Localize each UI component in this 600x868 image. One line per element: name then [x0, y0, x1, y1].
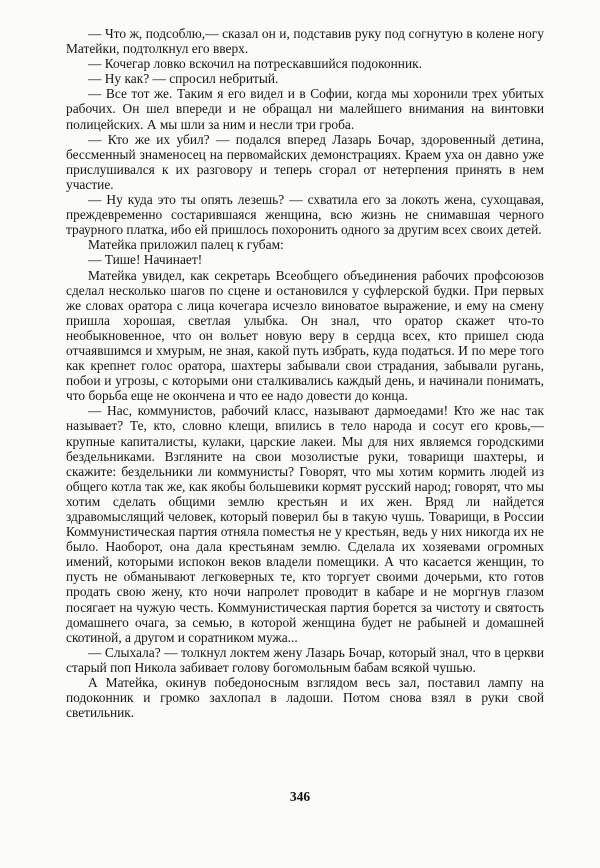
paragraph: А Матейка, окинув победоносным взглядом весь зал, поставил лампу на подоконник и громко захлопал в ладоши. Потом снова взял в руки свой светильник. [66, 675, 544, 721]
paragraph: — Тише! Начинает! [88, 252, 203, 268]
page-number: 346 [289, 789, 311, 804]
paragraph: — Слыхала? — толкнул локтем жену Лазарь Бочар, который знал, что в церкви старый поп Никола забивает голову богомольным бабам всякой чушью. [66, 644, 544, 675]
paragraph: — Что ж, подсоблю,— сказал он и, подставив руку под согнутую в колене ногу Матейки, подтолкнул его вверх. [66, 26, 544, 57]
paragraph: Матейка увидел, как секретарь Всеобщего объединения рабочих профсоюзов сделал несколько шагов по сцене и остановился у суфлерской будки. При первых же словах оратора с лица кочегара исчезло виноватое выражение, и ему на смену пришла хорошая, светлая улыбка. Он знал, что оратор скажет что-то необыкновенное, что он вольет новую веру в сердца всех, кто пришел сюда отчаявшимся и хмурым, не зная, какой путь избрать, куда податься. И по мере того как крепнет голос оратора, шахтеры забывали свои страдания, забывали ругань, побои и угрозы, с которыми они сталкивались каждый день, и начинали понимать, что борьба еще не окончена и что ее надо довести до конца. [66, 267, 544, 404]
paragraph: — Кто же их убил? — подался вперед Лазарь Бочар, здоровенный детина, бессменный знаменосец на первомайских демонстрациях. Краем уха он давно уже прислушивался к их разговору и теперь сгорал от нетерпения принять в нем участие. [66, 131, 544, 192]
body-text [66, 26, 544, 720]
paragraph: — Ну как? — спросил небритый. [88, 71, 279, 87]
paragraph: — Кочегар ловко вскочил на потрескавшийся подоконник. [88, 56, 422, 72]
paragraph: — Ну куда это ты опять лезешь? — схватила его за локоть жена, сухощавая, преждевременно состарившаяся женщина, всю жизнь не снимавшая черного траурного платка, ибо ей пришлось похоронить одного за другим всех своих детей. [66, 192, 544, 238]
paragraph: — Нас, коммунистов, рабочий класс, называют дармоедами! Кто же нас так называет? Те, кто, словно клещи, впились в тело народа и сосут его кровь,— крупные капиталисты, кулаки, царские лакеи. Мы для них являемся городскими бездельниками. Взгляните на свои мозолистые руки, товарищи шахтеры, и скажите: бездельники ли коммунисты? Говорят, что мы хотим кормить людей из общего котла так же, как якобы большевики кормят русский народ; говорят, что мы хотим сделать общими землю крестьян и их жен. Вряд ли найдется здравомыслящий человек, который поверил бы в такую чушь. Товарищи, в России Коммунистическая партия отняла поместья не у крестьян, ведь у них никогда их не было. Наоборот, она дала крестьянам землю. Сделала их хозяевами огромных имений, которыми испокон веков владели помещики. А что касается женщин, то пусть не обманывают легковерных те, кто торгует своими дочерьми, кто готов продать свою жену, кто ночи напролет проводит в кабаре и не моргнув глазом посягает на чужую честь. Коммунистическая партия борется за чистоту и святость домашнего очага, за семью, в которой женщина будет не рабыней и домашней скотиной, а другом и соратником мужа... [66, 403, 544, 645]
paragraph: — Все тот же. Таким я его видел и в Софии, когда мы хоронили трех убитых рабочих. Он шел впереди и не обращал ни малейшего внимания на винтовки полицейских. А мы шли за ним и несли три гроба. [66, 86, 544, 132]
paragraph: Матейка приложил палец к губам: [88, 237, 284, 253]
